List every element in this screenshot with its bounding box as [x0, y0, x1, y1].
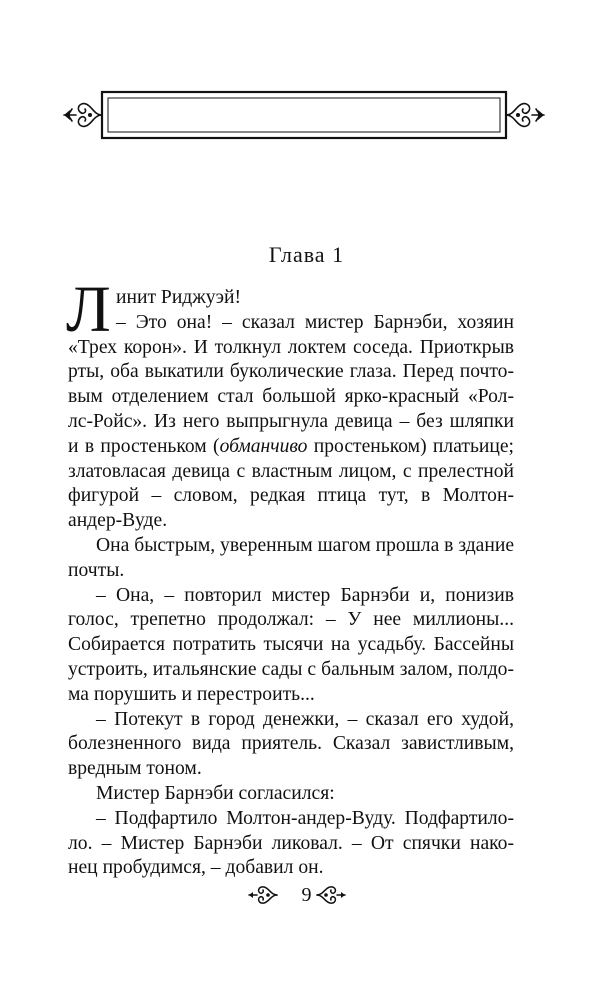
text-line: Собирается потратить тысячи на усадьбу. Бассейны [68, 634, 514, 656]
italic-word: обманчиво [219, 435, 308, 457]
drop-cap-letter: Л [66, 273, 111, 346]
text-line: – Она, – повторил мистер Барнэби и, понизив [96, 584, 514, 606]
text-line: златовласая девица с властным лицом, с прелестной [68, 460, 514, 482]
text-fragment: простеньком) платьице; [307, 435, 514, 457]
text-line: ма порушить и перестроить... [68, 683, 315, 705]
text-line: Мистер Барнэби согласился: [96, 782, 335, 804]
paragraph-opening [66, 273, 514, 346]
text-line: фигурой – словом, редкая птица тут, в Молтон- [68, 485, 514, 507]
page-number: 9 [301, 884, 312, 906]
text-line: Она быстрым, уверенным шагом прошла в здание [96, 534, 515, 556]
text-line: ло. – Мистер Барнэби ликовал. – От спячки нако- [68, 832, 514, 854]
text-line-with-italic [68, 435, 514, 460]
text-line: болезненного вида приятель. Сказал завистливым, [68, 733, 514, 755]
chapter-header-frame-ornament [62, 88, 546, 142]
text-line: голос, трепетно продолжал: – У нее миллионы... [68, 609, 514, 631]
text-line: инит Риджуэй! [116, 287, 242, 308]
text-fragment: и в простеньком ( [68, 435, 220, 457]
chapter-title: Глава 1 [268, 242, 345, 267]
text-line: нец пробудимся, – добавил он. [68, 857, 324, 879]
text-line: – Подфартило Молтон-андер-Вуду. Подфартило- [96, 807, 514, 829]
text-line: почты. [68, 559, 125, 581]
footer-ornament-right [313, 880, 347, 910]
text-line: вым отделением стал большой ярко-красный «Рол- [68, 386, 514, 408]
text-line: лс-Ройс». Из него выпрыгнула девица – без шляпки [68, 410, 514, 432]
text-line: «Трех корон». И толкнул локтем соседа. Приоткрыв [68, 336, 514, 358]
text-line: – Это она! – сказал мистер Барнэби, хозяин [116, 311, 514, 333]
body-text [66, 273, 515, 881]
text-line: андер-Вуде. [68, 510, 168, 532]
text-line: – Потекут в город денежки, – сказал его худой, [96, 708, 514, 730]
text-line: рты, оба выкатили буколические глаза. Перед почто- [68, 361, 514, 383]
text-line: устроить, итальянские сады с бальным залом, полдо- [68, 658, 514, 680]
text-line: вредным тоном. [68, 758, 202, 780]
